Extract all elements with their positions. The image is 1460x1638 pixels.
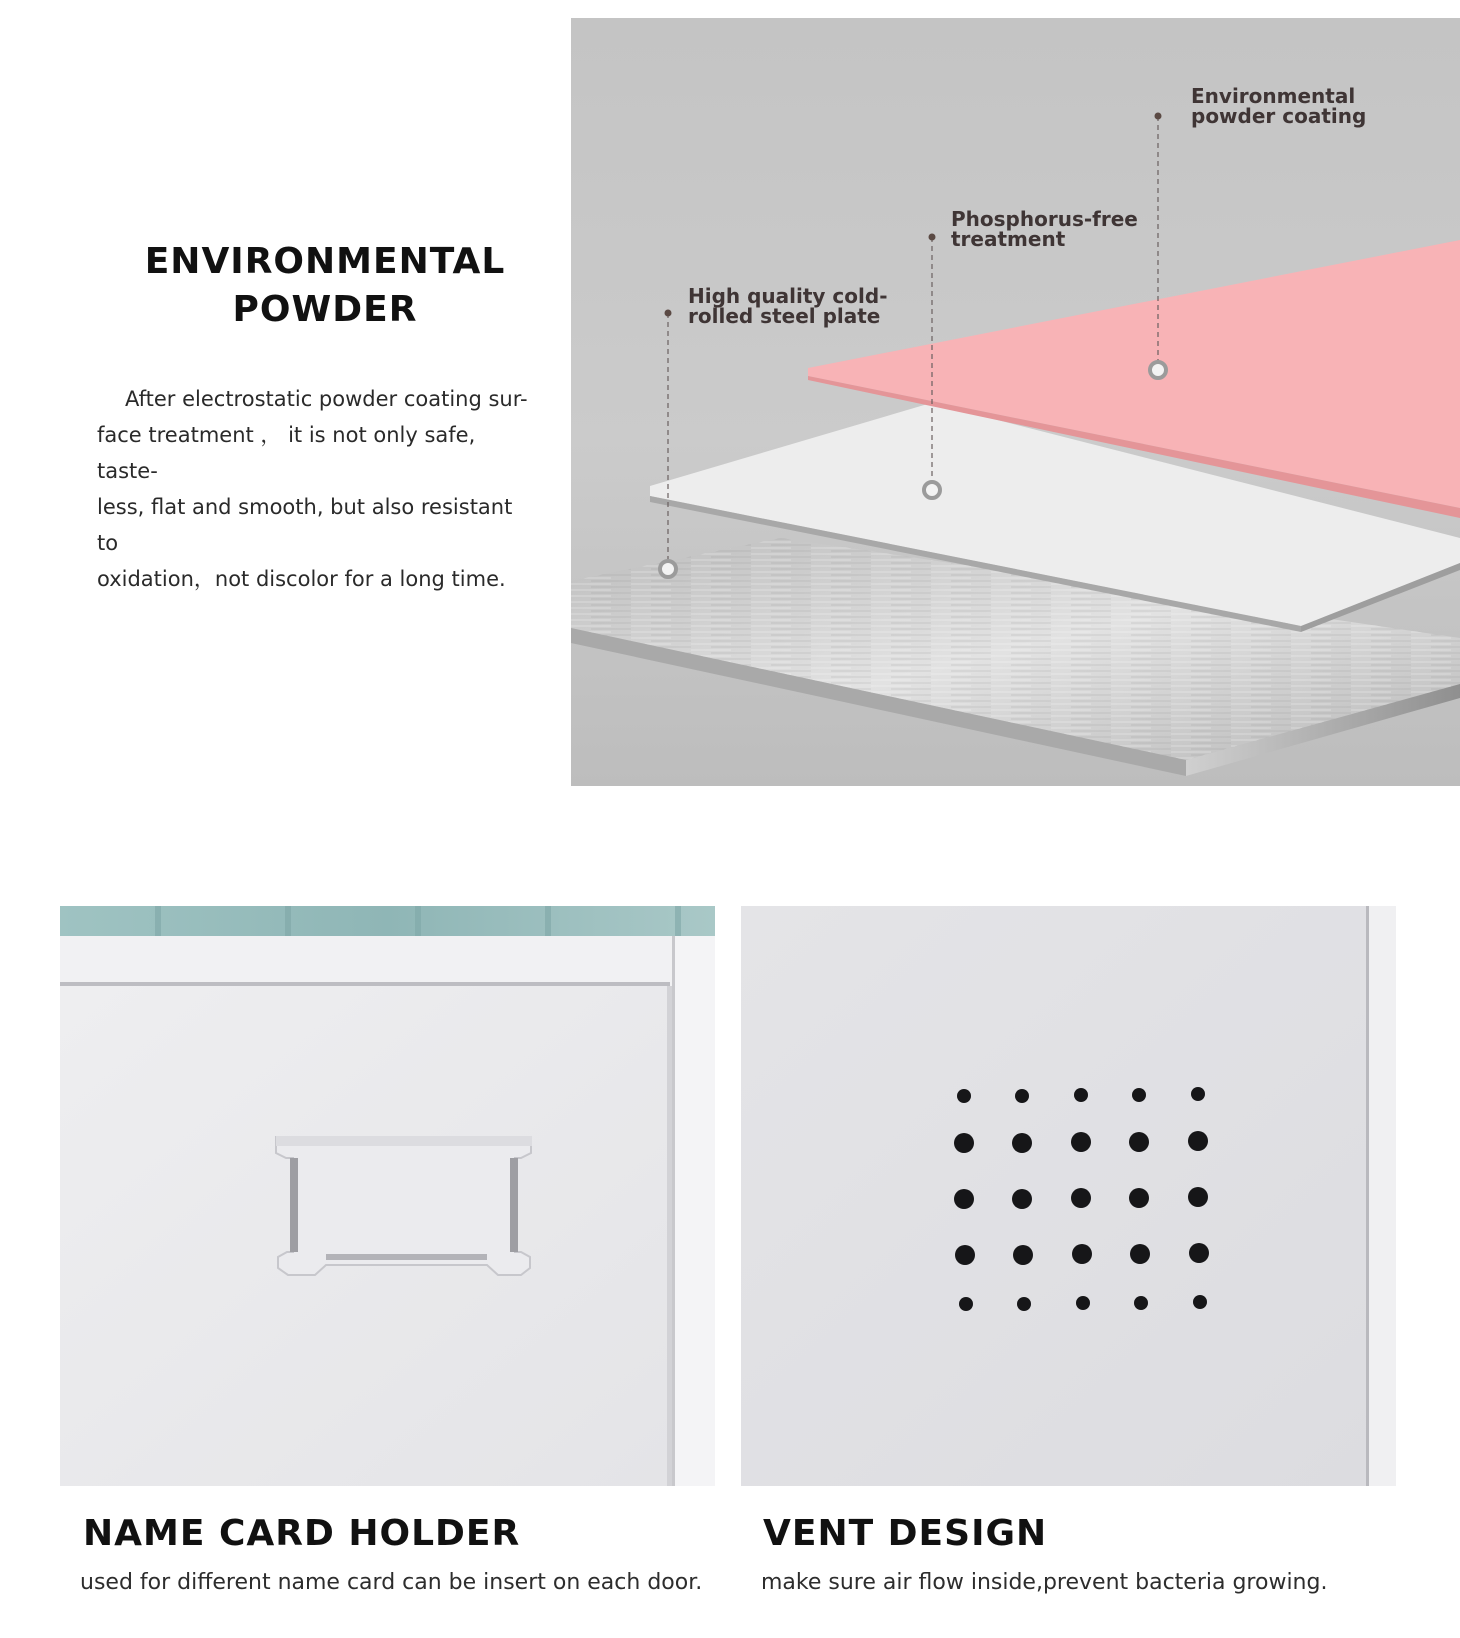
description-line: oxidation，not discolor for a long time. xyxy=(97,567,506,591)
layer-label-coating: Environmental powder coating xyxy=(1191,84,1367,128)
description-line: After electrostatic powder coating sur- xyxy=(125,387,528,411)
name-card-holder-description: used for different name card can be insert on each door. xyxy=(80,1570,703,1595)
layers-graphic xyxy=(571,18,1460,786)
description-line: face treatment ， it is not only safe, taste- xyxy=(97,423,476,483)
name-card-holder-title: NAME CARD HOLDER xyxy=(83,1513,521,1554)
vent-design-graphic xyxy=(741,906,1396,1486)
description-line: less, flat and smooth, but also resistant to xyxy=(97,495,513,555)
coating-layers-illustration xyxy=(571,18,1460,786)
layer-label-phosphorus: Phosphorus-free treatment xyxy=(951,207,1138,251)
layer-label-steel: High quality cold- rolled steel plate xyxy=(688,284,888,328)
vent-design-description: make sure air flow inside,prevent bacteria growing. xyxy=(761,1570,1328,1595)
name-card-holder-graphic xyxy=(60,906,715,1486)
environmental-powder-title: ENVIRONMENTAL POWDER xyxy=(144,241,506,330)
vent-design-photo xyxy=(741,906,1396,1486)
name-card-holder-photo xyxy=(60,906,715,1486)
environmental-powder-description xyxy=(97,381,537,597)
vent-design-title: VENT DESIGN xyxy=(763,1513,1048,1554)
